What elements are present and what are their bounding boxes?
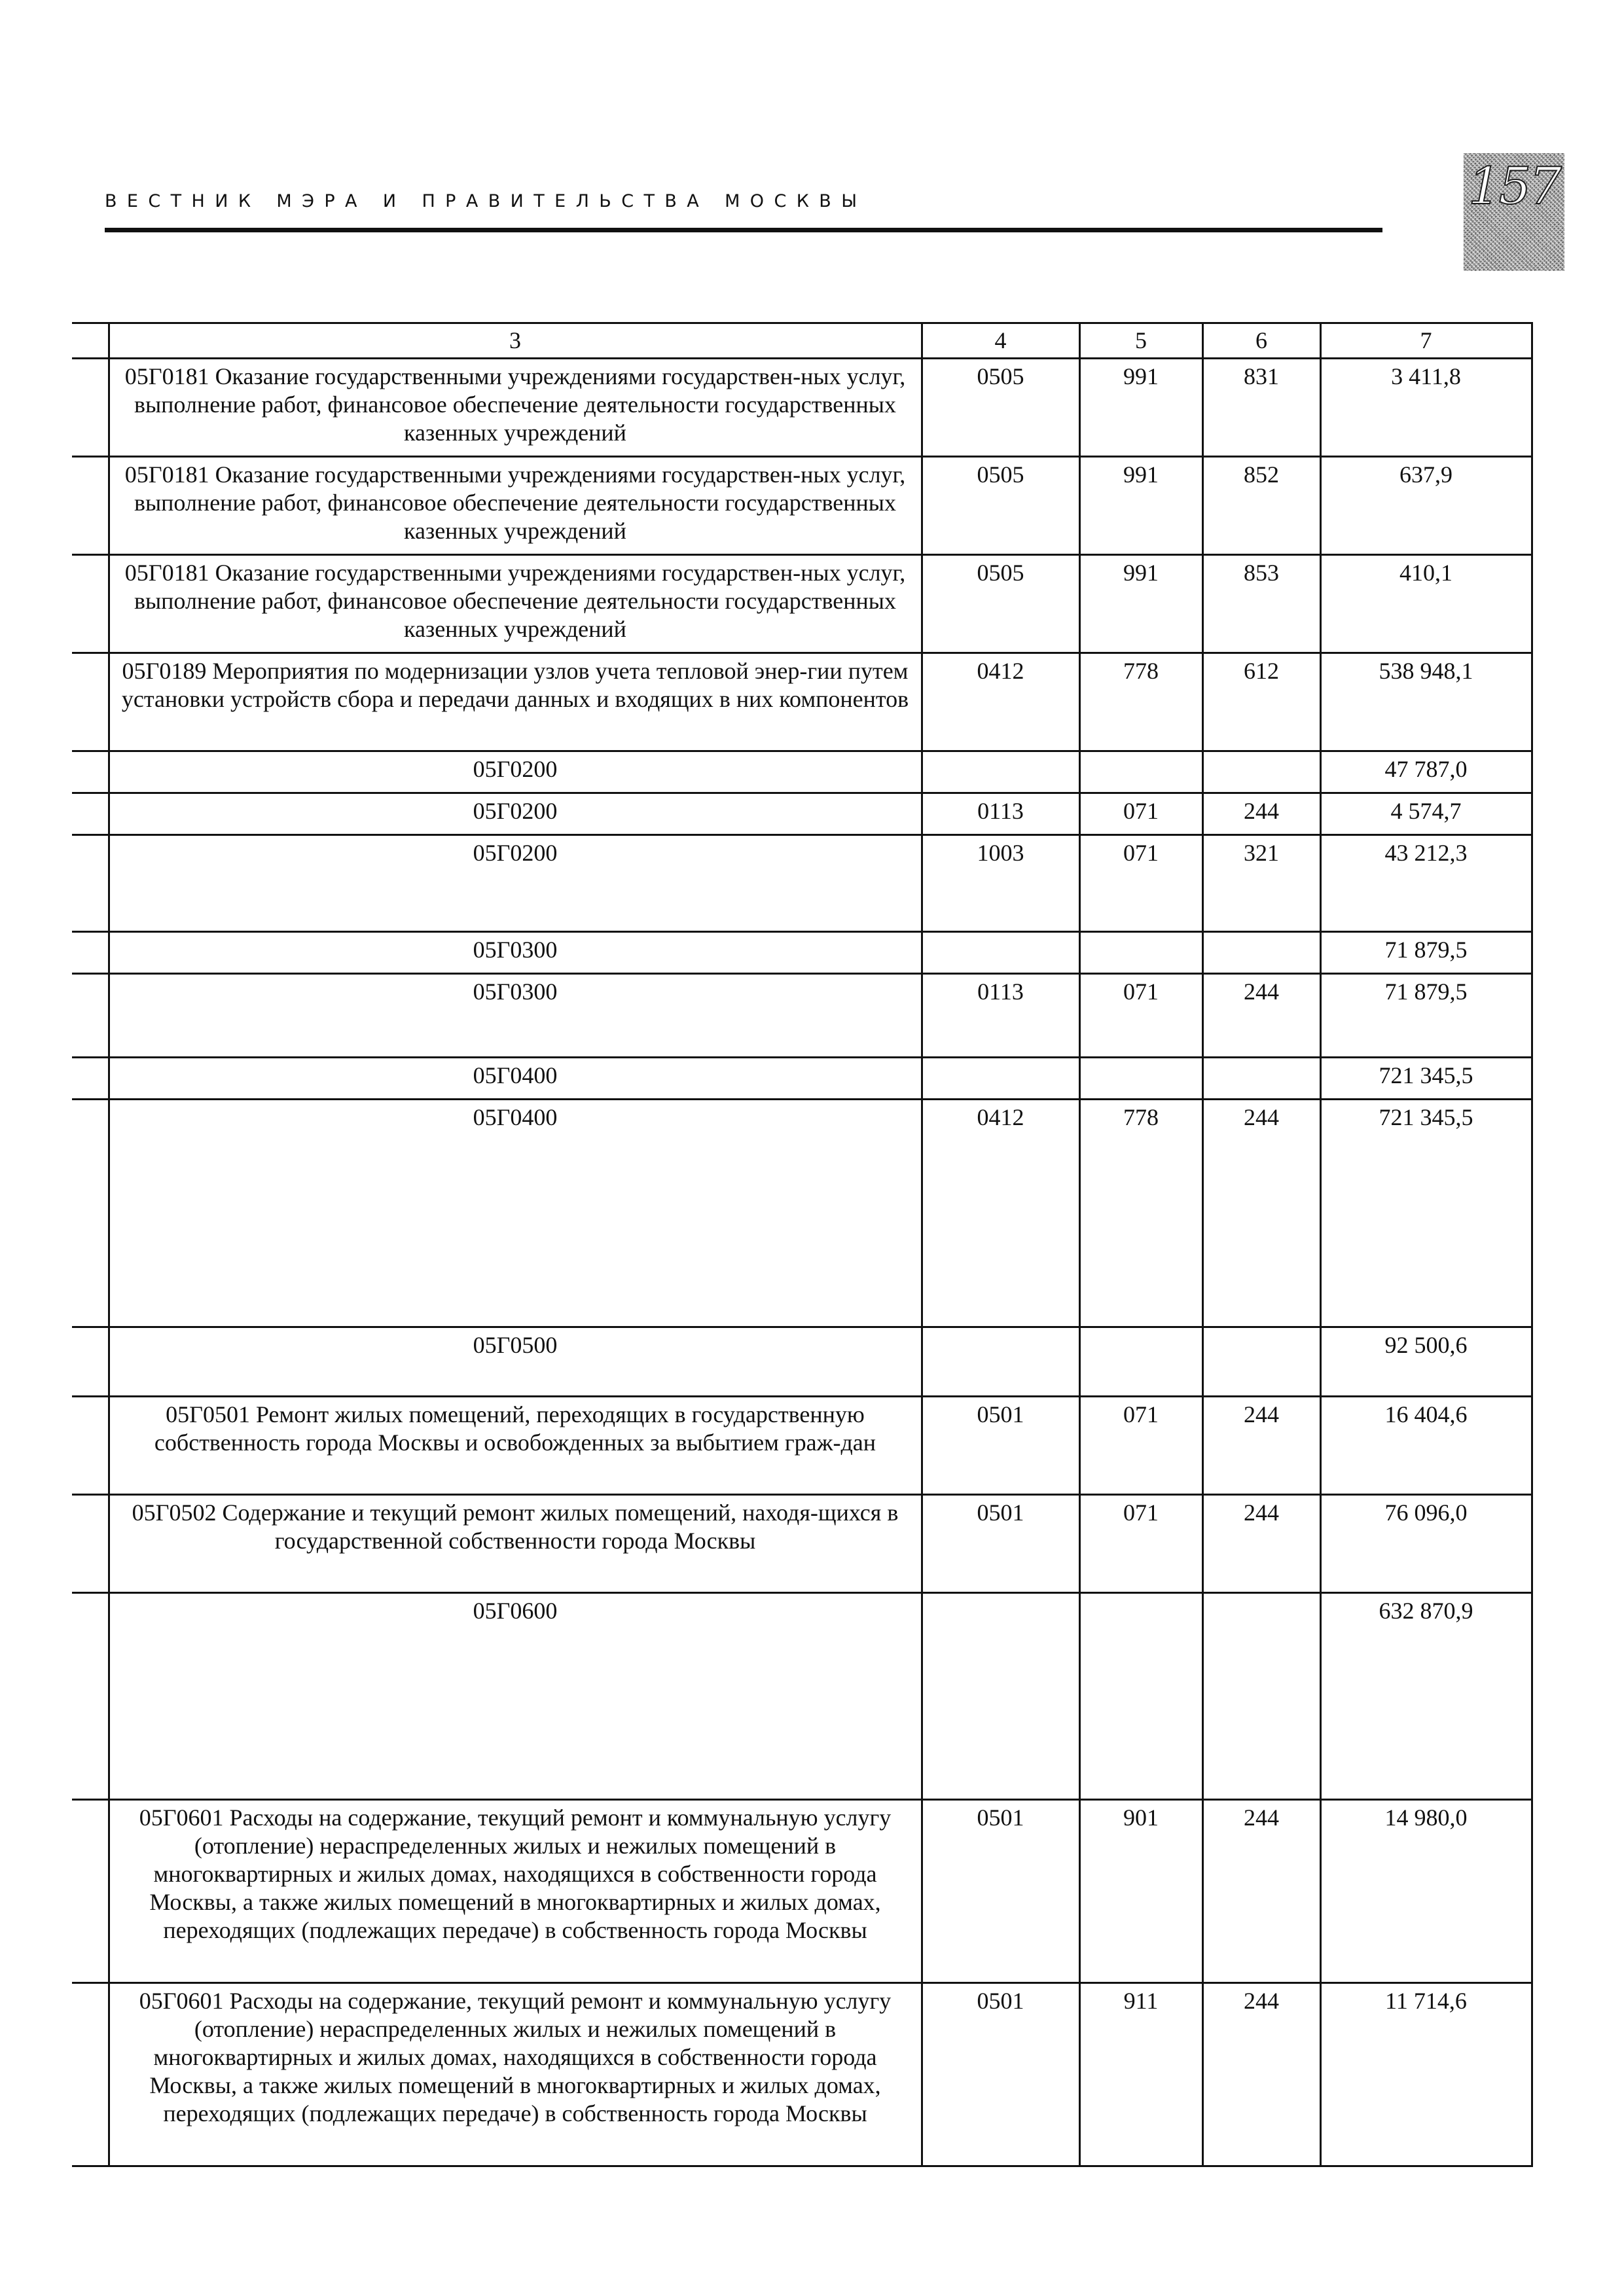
amount-value: 71 879,5 — [1320, 932, 1532, 974]
section-code: 0113 — [922, 974, 1079, 1058]
margin-cell — [72, 835, 109, 932]
expense-type-code: 244 — [1202, 1495, 1320, 1593]
ministry-code — [1079, 1058, 1202, 1100]
table-row — [72, 751, 1532, 793]
expense-type-code: 321 — [1202, 835, 1320, 932]
section-code — [922, 1058, 1079, 1100]
margin-cell — [72, 1983, 109, 2166]
margin-cell — [72, 751, 109, 793]
section-code: 0501 — [922, 1397, 1079, 1495]
budget-item-name: 05Г0181 Оказание государственными учреждениями государствен-ных услуг, выполнение работ, финансовое обеспечение деятельности государственных казенных учреждений — [109, 457, 922, 555]
margin-cell — [72, 1593, 109, 1800]
budget-item-name: 05Г0400 — [109, 1058, 922, 1100]
amount-value: 16 404,6 — [1320, 1397, 1532, 1495]
budget-item-name: 05Г0502 Содержание и текущий ремонт жилых помещений, находя-щихся в государственной собственности города Москвы — [109, 1495, 922, 1593]
table-row — [72, 555, 1532, 653]
table-row — [72, 359, 1532, 457]
budget-item-name: 05Г0601 Расходы на содержание, текущий ремонт и коммунальную услугу (отопление) нераспределенных жилых и нежилых помещений в многоквартирных и жилых домах, находящихся в собственности города Москвы, а также жилых помещений в многоквартирных и жилых домах, переходящих (подлежащих передаче) в собственность города Москвы — [109, 1800, 922, 1983]
table-row — [72, 1327, 1532, 1397]
amount-value: 14 980,0 — [1320, 1800, 1532, 1983]
table-row — [72, 793, 1532, 835]
budget-item-name: 05Г0181 Оказание государственными учреждениями государствен-ных услуг, выполнение работ, финансовое обеспечение деятельности государственных казенных учреждений — [109, 359, 922, 457]
margin-cell — [72, 457, 109, 555]
ministry-code: 778 — [1079, 653, 1202, 751]
ministry-code: 991 — [1079, 555, 1202, 653]
amount-value: 76 096,0 — [1320, 1495, 1532, 1593]
budget-item-name: 05Г0200 — [109, 793, 922, 835]
ministry-code: 991 — [1079, 457, 1202, 555]
section-code — [922, 1593, 1079, 1800]
ministry-code — [1079, 932, 1202, 974]
margin-cell — [72, 1800, 109, 1983]
budget-item-name: 05Г0501 Ремонт жилых помещений, переходящих в государственную собственность города Москвы и освобожденных за выбытием граж-дан — [109, 1397, 922, 1495]
amount-value: 3 411,8 — [1320, 359, 1532, 457]
margin-cell — [72, 1397, 109, 1495]
expense-type-code: 244 — [1202, 793, 1320, 835]
ministry-code: 991 — [1079, 359, 1202, 457]
amount-value: 637,9 — [1320, 457, 1532, 555]
expense-type-code: 853 — [1202, 555, 1320, 653]
amount-value: 47 787,0 — [1320, 751, 1532, 793]
section-code: 0412 — [922, 1100, 1079, 1327]
margin-cell — [72, 974, 109, 1058]
table-row — [72, 932, 1532, 974]
table-row — [72, 1397, 1532, 1495]
amount-value: 538 948,1 — [1320, 653, 1532, 751]
budget-item-name: 05Г0300 — [109, 974, 922, 1058]
ministry-code: 901 — [1079, 1800, 1202, 1983]
budget-item-name: 05Г0200 — [109, 835, 922, 932]
budget-item-name: 05Г0300 — [109, 932, 922, 974]
header-rule — [105, 228, 1382, 232]
budget-item-name: 05Г0600 — [109, 1593, 922, 1800]
table-header-row — [72, 323, 1532, 359]
budget-item-name: 05Г0189 Мероприятия по модернизации узлов учета тепловой энер-гии путем установки устройств сбора и передачи данных и входящих в них компонентов — [109, 653, 922, 751]
budget-item-name: 05Г0601 Расходы на содержание, текущий ремонт и коммунальную услугу (отопление) нераспределенных жилых и нежилых помещений в многоквартирных и жилых домах, находящихся в собственности города Москвы, а также жилых помещений в многоквартирных и жилых домах, переходящих (подлежащих передаче) в собственность города Москвы — [109, 1983, 922, 2166]
budget-item-name: 05Г0400 — [109, 1100, 922, 1327]
amount-value: 71 879,5 — [1320, 974, 1532, 1058]
table-row — [72, 1800, 1532, 1983]
expense-type-code: 244 — [1202, 1397, 1320, 1495]
table-row — [72, 1058, 1532, 1100]
table-row — [72, 457, 1532, 555]
table-row — [72, 974, 1532, 1058]
column-header: 6 — [1202, 323, 1320, 359]
expense-type-code — [1202, 1327, 1320, 1397]
expense-type-code: 831 — [1202, 359, 1320, 457]
budget-table — [72, 322, 1533, 2167]
ministry-code: 071 — [1079, 1495, 1202, 1593]
expense-type-code: 244 — [1202, 1100, 1320, 1327]
expense-type-code — [1202, 1593, 1320, 1800]
amount-value: 43 212,3 — [1320, 835, 1532, 932]
section-code: 0505 — [922, 457, 1079, 555]
expense-type-code: 244 — [1202, 974, 1320, 1058]
column-header: 3 — [109, 323, 922, 359]
journal-title: ВЕСТНИК МЭРА И ПРАВИТЕЛЬСТВА МОСКВЫ — [105, 191, 867, 211]
margin-cell — [72, 1495, 109, 1593]
amount-value: 410,1 — [1320, 555, 1532, 653]
table-row — [72, 1983, 1532, 2166]
ministry-code: 071 — [1079, 793, 1202, 835]
expense-type-code — [1202, 751, 1320, 793]
ministry-code: 071 — [1079, 1397, 1202, 1495]
table-row — [72, 653, 1532, 751]
section-code — [922, 932, 1079, 974]
column-header: 5 — [1079, 323, 1202, 359]
expense-type-code: 244 — [1202, 1983, 1320, 2166]
column-header: 4 — [922, 323, 1079, 359]
amount-value: 721 345,5 — [1320, 1058, 1532, 1100]
budget-item-name: 05Г0181 Оказание государственными учреждениями государствен-ных услуг, выполнение работ, финансовое обеспечение деятельности государственных казенных учреждений — [109, 555, 922, 653]
margin-cell — [72, 653, 109, 751]
ministry-code — [1079, 1327, 1202, 1397]
section-code: 0501 — [922, 1983, 1079, 2166]
amount-value: 721 345,5 — [1320, 1100, 1532, 1327]
budget-table-body — [72, 323, 1532, 2166]
page-number-badge — [1464, 153, 1564, 271]
expense-type-code — [1202, 932, 1320, 974]
expense-type-code: 612 — [1202, 653, 1320, 751]
amount-value: 11 714,6 — [1320, 1983, 1532, 2166]
section-code — [922, 1327, 1079, 1397]
ministry-code — [1079, 1593, 1202, 1800]
amount-value: 4 574,7 — [1320, 793, 1532, 835]
section-code: 0501 — [922, 1800, 1079, 1983]
table-row — [72, 1495, 1532, 1593]
expense-type-code: 244 — [1202, 1800, 1320, 1983]
budget-item-name: 05Г0500 — [109, 1327, 922, 1397]
ministry-code: 071 — [1079, 835, 1202, 932]
section-code: 0505 — [922, 555, 1079, 653]
margin-cell — [72, 793, 109, 835]
column-header: 7 — [1320, 323, 1532, 359]
ministry-code — [1079, 751, 1202, 793]
amount-value: 632 870,9 — [1320, 1593, 1532, 1800]
section-code — [922, 751, 1079, 793]
section-code: 0412 — [922, 653, 1079, 751]
amount-value: 92 500,6 — [1320, 1327, 1532, 1397]
margin-cell — [72, 1327, 109, 1397]
expense-type-code: 852 — [1202, 457, 1320, 555]
ministry-code: 778 — [1079, 1100, 1202, 1327]
margin-cell — [72, 359, 109, 457]
ministry-code: 071 — [1079, 974, 1202, 1058]
margin-cell — [72, 555, 109, 653]
table-row — [72, 1593, 1532, 1800]
section-code: 0113 — [922, 793, 1079, 835]
margin-cell — [72, 932, 109, 974]
budget-item-name: 05Г0200 — [109, 751, 922, 793]
section-code: 1003 — [922, 835, 1079, 932]
section-code: 0501 — [922, 1495, 1079, 1593]
table-row — [72, 835, 1532, 932]
margin-cell — [72, 1100, 109, 1327]
ministry-code: 911 — [1079, 1983, 1202, 2166]
table-row — [72, 1100, 1532, 1327]
section-code: 0505 — [922, 359, 1079, 457]
expense-type-code — [1202, 1058, 1320, 1100]
margin-cell — [72, 323, 109, 359]
margin-cell — [72, 1058, 109, 1100]
page-number: 157 — [1468, 157, 1560, 216]
